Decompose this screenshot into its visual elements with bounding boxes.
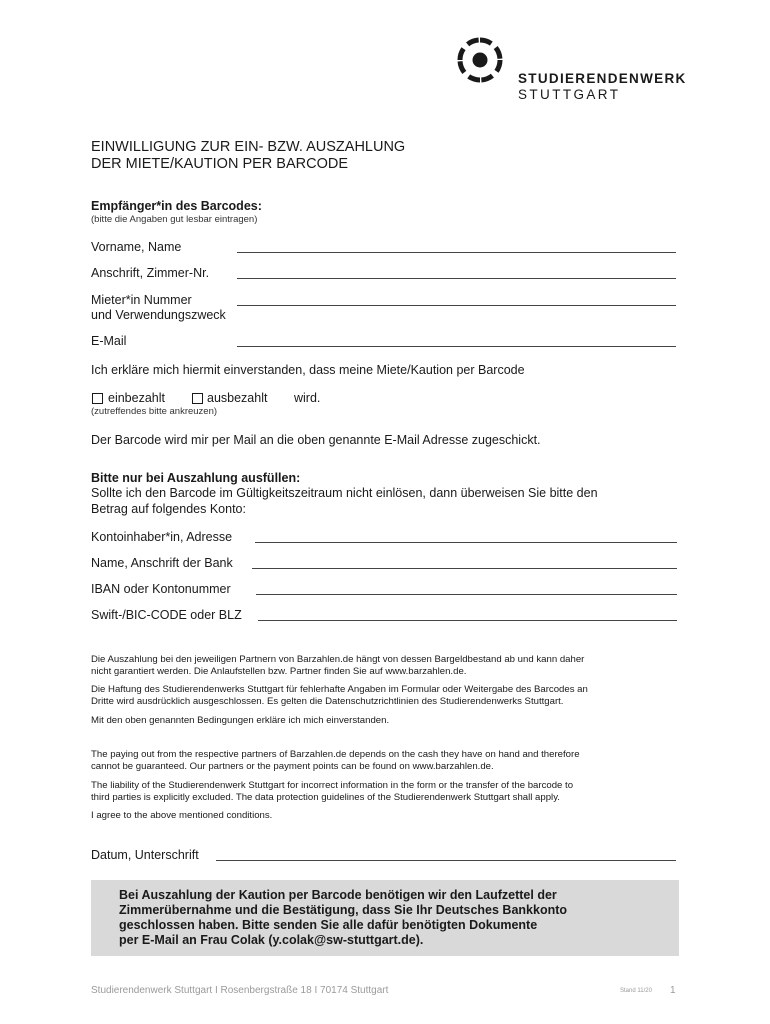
checkbox-ausbezahlt[interactable] <box>192 393 203 404</box>
bic-label: Swift-/BIC-CODE oder BLZ <box>91 608 242 622</box>
signature-label: Datum, Unterschrift <box>91 848 199 862</box>
barcode-mail-text: Der Barcode wird mir per Mail an die oben genannte E-Mail Adresse zugeschickt. <box>91 433 541 447</box>
name-field[interactable] <box>237 252 676 253</box>
account-holder-label: Kontoinhaber*in, Adresse <box>91 530 233 544</box>
email-label: E-Mail <box>91 334 127 348</box>
terms-de-p3 <box>91 715 681 727</box>
notice-line3: geschlossen haben. Bitte senden Sie alle dafür benötigten Dokumente <box>119 918 538 932</box>
email-field[interactable] <box>237 346 676 347</box>
logo-wordmark-line1: STUDIERENDENWERK <box>518 71 687 86</box>
recipient-hint: (bitte die Angaben gut lesbar eintragen) <box>91 214 258 225</box>
terms-en-p1 <box>91 749 681 773</box>
purpose-label: und Verwendungszweck <box>91 308 226 322</box>
footer-address: Studierendenwerk Stuttgart I Rosenbergstraße 18 I 70174 Stuttgart <box>91 985 389 996</box>
address-label: Anschrift, Zimmer-Nr. <box>91 266 210 280</box>
terms-de-p1-line1: Die Auszahlung bei den jeweiligen Partnern von Barzahlen.de hängt von dessen Bargeldbestand ab und kann daher <box>91 654 585 665</box>
terms-de-p2-line1: Die Haftung des Studierendenwerks Stuttgart für fehlerhafte Angaben im Formular oder Weitergabe des Barcodes an <box>91 684 588 695</box>
page-number: 1 <box>670 985 676 996</box>
recipient-heading: Empfänger*in des Barcodes: <box>91 199 262 213</box>
notice-line1: Bei Auszahlung der Kaution per Barcode benötigen wir den Laufzettel der <box>119 888 557 902</box>
footer-stand: Stand 11/20 <box>620 988 652 994</box>
iban-label: IBAN oder Kontonummer <box>91 582 231 596</box>
payout-heading: Bitte nur bei Auszahlung ausfüllen: <box>91 471 301 485</box>
checkbox-einbezahlt[interactable] <box>92 393 103 404</box>
title-line2: DER MIETE/KAUTION PER BARCODE <box>91 156 349 172</box>
title-line1: EINWILLIGUNG ZUR EIN- BZW. AUSZAHLUNG <box>91 139 406 155</box>
terms-en-p1-line2: cannot be guaranteed. Our partners or the payment points can be found on www.barzahlen.de. <box>91 761 494 772</box>
bic-field[interactable] <box>258 620 677 621</box>
option-einbezahlt-label: einbezahlt <box>108 391 165 405</box>
bank-name-label: Name, Anschrift der Bank <box>91 556 233 570</box>
terms-de-p1-line2: nicht garantiert werden. Die Anlaufstellen bzw. Partner finden Sie auf www.barzahlen.de. <box>91 666 467 677</box>
terms-de-p2-line2: Dritte wird ausdrücklich ausgeschlossen. Es gelten die Datenschutzrichtlinien des Studierendenwerks Stuttgart. <box>91 696 564 707</box>
circle-dot-logo-icon <box>457 37 503 83</box>
notice-text <box>119 888 567 948</box>
logo-wordmark-line2: STUTTGART <box>518 87 621 102</box>
terms-de-p3-line1: Mit den oben genannten Bedingungen erkläre ich mich einverstanden. <box>91 715 390 726</box>
iban-field[interactable] <box>256 594 677 595</box>
page-title <box>91 139 681 173</box>
bank-name-field[interactable] <box>252 568 677 569</box>
notice-line2: Zimmerübernahme und die Bestätigung, dass Sie Ihr Deutsches Bankkonto <box>119 903 568 917</box>
checkbox-hint: (zutreffendes bitte ankreuzen) <box>91 406 218 417</box>
terms-en-p2 <box>91 780 681 804</box>
account-holder-field[interactable] <box>255 542 677 543</box>
notice-box <box>91 880 679 956</box>
consent-statement: Ich erkläre mich hiermit einverstanden, dass meine Miete/Kaution per Barcode <box>91 363 525 377</box>
consent-suffix: wird. <box>294 391 321 405</box>
terms-en-p3 <box>91 810 681 822</box>
tenant-number-field[interactable] <box>237 305 676 306</box>
terms-en-p2-line2: third parties is explicitly excluded. The data protection guidelines of the Studierendenwerk Stuttgart shall apply. <box>91 792 560 803</box>
payout-text-line2: Betrag auf folgendes Konto: <box>91 502 246 516</box>
terms-de-p2 <box>91 684 681 708</box>
tenant-number-label: Mieter*in Nummer <box>91 293 192 307</box>
terms-de-p1 <box>91 654 681 678</box>
terms-en-p1-line1: The paying out from the respective partners of Barzahlen.de depends on the cash they have on hand and therefore <box>91 749 580 760</box>
payout-text-line1: Sollte ich den Barcode im Gültigkeitszeitraum nicht einlösen, dann überweisen Sie bitte den <box>91 486 598 500</box>
terms-en-p2-line1: The liability of the Studierendenwerk Stuttgart for incorrect information in the form or the transfer of the barcode to <box>91 780 574 791</box>
name-label: Vorname, Name <box>91 240 182 254</box>
option-ausbezahlt-label: ausbezahlt <box>207 391 268 405</box>
address-field[interactable] <box>237 278 676 279</box>
terms-en-p3-line1: I agree to the above mentioned conditions. <box>91 810 273 821</box>
notice-line4: per E-Mail an Frau Colak (y.colak@sw-stuttgart.de). <box>119 933 424 947</box>
signature-field[interactable] <box>216 860 676 861</box>
